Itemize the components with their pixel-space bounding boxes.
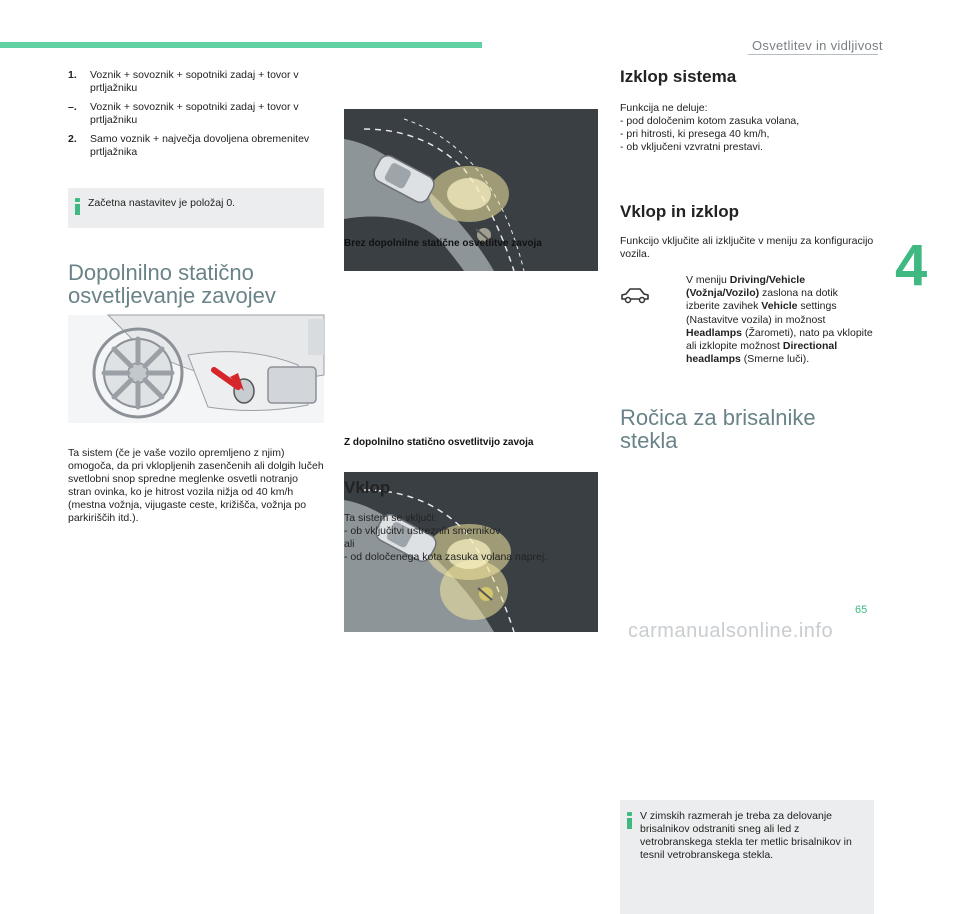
list-item: 2. Samo voznik + največja dovoljena obremenitev prtljažnika	[68, 133, 310, 158]
info-note-initial: Začetna nastavitev je položaj 0.	[68, 188, 324, 228]
info-note-winter: V zimskih razmerah je treba za delovanje brisalnikov odstraniti sneg ali led z vetrobranskega stekla ter metlic brisalnikov in tesnil vetrobranskega stekla.	[620, 800, 874, 914]
section-heading-wipers: Ročica za brisalnike stekla	[620, 405, 816, 453]
list-item: –. Voznik + sovoznik + sopotniki zadaj + tovor v prtljažniku	[68, 101, 299, 126]
section-heading-izklop: Izklop sistema	[620, 67, 737, 86]
info-icon	[75, 198, 80, 215]
arrow-bullet-icon	[672, 274, 686, 366]
list-item: 1. Voznik + sovoznik + sopotniki zadaj + tovor v prtljažniku	[68, 69, 299, 94]
section-heading-cornering: Dopolnilno statično osvetljevanje zavojev	[68, 260, 276, 308]
car-icon	[620, 286, 650, 304]
load-list	[68, 69, 324, 159]
top-accent-bar	[0, 42, 482, 48]
info-icon	[627, 812, 632, 829]
izklop-text: Funkcija ne deluje: - pod določenim kotom zasuka volana, - pri hitrosti, ki presega 40 km/h, - ob vključeni vzvratni prestavi.	[620, 102, 800, 153]
fog-lamp-image	[68, 315, 324, 423]
watermark: carmanualsonline.info	[628, 620, 834, 642]
running-header: Osvetlitev in vidljivost	[752, 38, 883, 53]
chapter-number: 4	[895, 233, 928, 298]
section-heading-vklop-izklop: Vklop in izklop	[620, 202, 740, 221]
instruction-text: V meniju Driving/Vehicle (Vožnja/Vozilo) zaslona na dotik izberite zavihek Vehicle settings (Nastavitve vozila) in možnost Headlamps (Žarometi), nato pa vklopite ali izklopite možnost Directional headlamps (Smerne luči).	[686, 274, 873, 366]
page-number: 65	[855, 604, 868, 616]
settings-instruction	[620, 274, 874, 366]
vklop-text: Ta sistem se vključi: - ob vključitvi ustreznih smernikov ali - od določenega kota zasuka volana naprej.	[344, 512, 548, 563]
caption-without-cornering: Brez dopolnilne statične osvetlitve zavoja	[344, 238, 542, 249]
caption-with-cornering: Z dopolnilno statično osvetlitvijo zavoja	[344, 437, 534, 448]
car-settings-icon-wrap	[620, 274, 672, 366]
vklop-izklop-intro: Funkcijo vključite ali izključite v meniju za konfiguracijo vozila.	[620, 235, 874, 260]
fog-lamp-illustration	[68, 315, 324, 423]
header-rule	[748, 54, 878, 55]
column-left	[68, 69, 324, 165]
cornering-description: Ta sistem (če je vaše vozilo opremljeno z njim) omogoča, da pri vklopljenih zasenčenih ali dolgih lučeh svetlobni snop spredne meglenke osvetli notranjo stran ovinka, ko je hitrost vozila nižja od 40 km/h (mestna vožnja, vijugaste ceste, križišča, vožnja po parkiriščih itd.).	[68, 447, 324, 524]
section-heading-vklop: Vklop	[344, 478, 391, 497]
